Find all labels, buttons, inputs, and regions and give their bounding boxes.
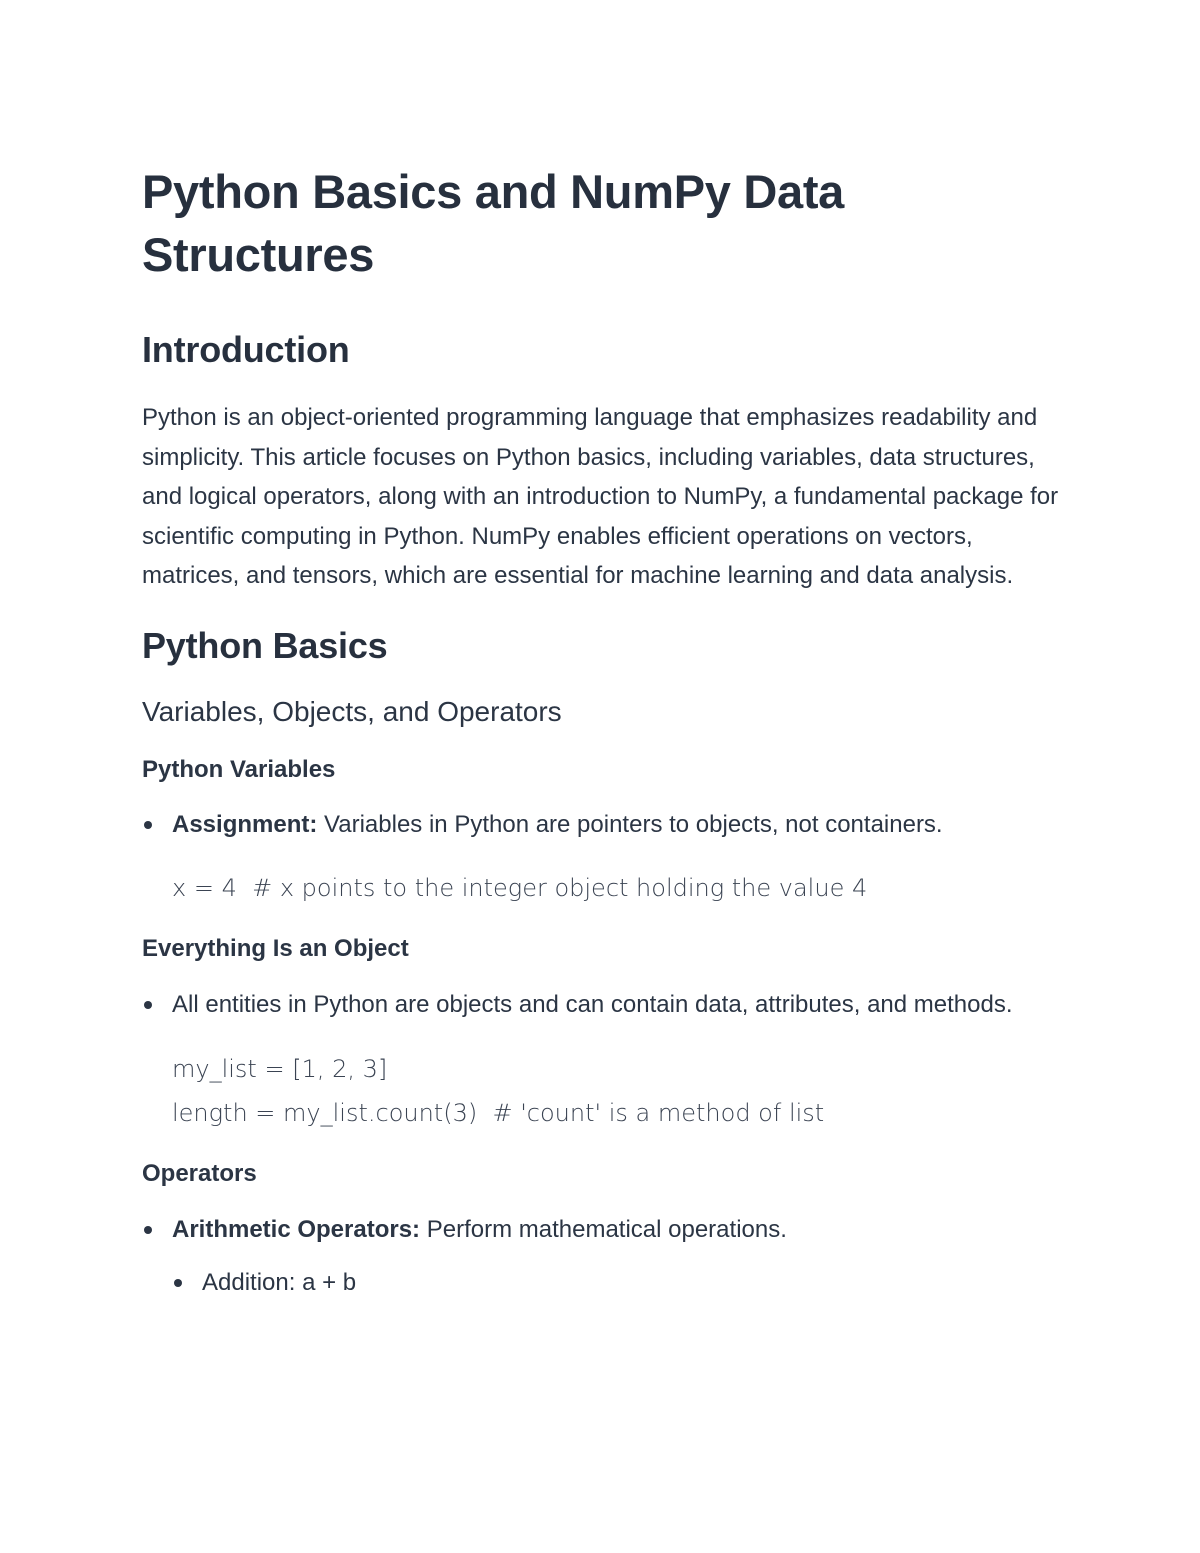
python-basics-heading: Python Basics bbox=[142, 624, 388, 666]
arithmetic-text: Perform mathematical operations. bbox=[420, 1215, 787, 1243]
introduction-heading: Introduction bbox=[142, 329, 350, 370]
list-item bbox=[142, 1210, 1072, 1303]
operators-list bbox=[142, 1210, 1072, 1303]
everything-object-heading: Everything Is an Object bbox=[142, 935, 409, 962]
variables-objects-operators-heading: Variables, Objects, and Operators bbox=[142, 695, 562, 727]
assignment-text: Variables in Python are pointers to objects, not containers. bbox=[317, 810, 943, 838]
introduction-paragraph: Python is an object-oriented programming language that emphasizes readability and simplicity. This article focuses on Python basics, including variables, data structures, and logical operators, along with an introduction to NumPy, a fundamental package for scientific computing in Python. NumPy enables efficient operations on vectors, matrices, and tensors, which are essential for machine learning and data analysis. bbox=[142, 404, 1059, 589]
document-page bbox=[142, 160, 1072, 1303]
arithmetic-sublist bbox=[172, 1263, 1072, 1303]
list-item bbox=[172, 1263, 1072, 1303]
arithmetic-label: Arithmetic Operators: bbox=[172, 1215, 421, 1243]
addition-text: a + b bbox=[295, 1269, 357, 1296]
code-block-assignment: x = 4 # x points to the integer object holding the value 4 bbox=[172, 874, 868, 902]
assignment-label: Assignment: bbox=[172, 810, 318, 838]
objects-list bbox=[142, 985, 1072, 1025]
code-block-objects bbox=[142, 1049, 1072, 1133]
operators-heading: Operators bbox=[142, 1159, 257, 1187]
addition-label: Addition: bbox=[202, 1269, 296, 1296]
code-line: my_list = [1, 2, 3] bbox=[172, 1054, 388, 1083]
document-title: Python Basics and NumPy Data Structures bbox=[142, 165, 845, 281]
code-line: length = my_list.count(3) # 'count' is a method of list bbox=[172, 1098, 825, 1127]
list-item: All entities in Python are objects and can contain data, attributes, and methods. bbox=[142, 985, 1072, 1025]
python-variables-heading: Python Variables bbox=[142, 755, 336, 783]
variables-list bbox=[142, 805, 1072, 845]
list-item bbox=[142, 805, 1072, 845]
